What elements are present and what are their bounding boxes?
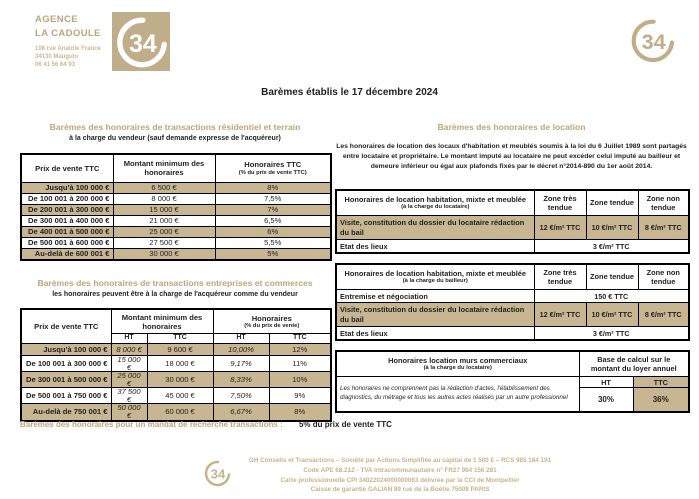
agency-name-line2: LA CADOULE [35,27,101,39]
location-tenant-table [335,189,690,254]
agency-address-city: 34130 Mauguio [35,53,79,60]
minimum-cell: 27 500 € [113,238,215,249]
agency-address-street: 108 rue Anatole France [35,45,101,52]
svg-text:34: 34 [128,30,157,59]
fee-ttc-cell: 11% [269,355,331,371]
fee-ht-cell: 6,67% [213,404,269,421]
table-header-row [21,309,331,333]
price-column-header: Prix de vente TTC [21,154,113,183]
table-row [336,216,689,240]
fee-cell: 6% [215,227,331,238]
agency-34-logo [112,12,170,71]
fee-ttc-cell: 9% [269,388,331,404]
zone-header: Zone très tendue [534,264,586,290]
footer-line-garantie: Caisse de garantie GALIAN 89 rue de la Boétie 75008 PARIS [310,486,490,494]
service-label: Visite, constitution du dossier du locataire rédaction du bail [336,303,534,327]
minimum-column-header: Montant minimum des honoraires [113,154,215,183]
residential-section-title: Barèmes des honoraires de transactions résidentiel et terrain [49,122,301,132]
circle-34-icon [112,12,170,71]
minimum-ht-cell: 50 000 € [111,404,147,421]
zone-header: Zone tendue [586,190,638,216]
minimum-ht-cell: 37 500 € [111,388,147,404]
table-row [336,240,689,253]
document-title: Barèmes établis le 17 décembre 2024 [261,87,438,98]
price-cell: De 100 001 à 200 000 € [21,194,113,205]
price-cell: De 400 001 à 500 000 € [21,227,113,238]
residential-fees-table [20,153,332,261]
table-row [336,327,689,340]
fee-ttc-cell: 12% [269,343,331,355]
price-cell: De 200 001 à 300 000 € [21,205,113,216]
fee-cell: 7% [215,205,331,216]
table-row [336,290,689,303]
location-section-title: Barèmes des honoraires de location [437,122,586,132]
zone-header: Zone non tendue [638,264,689,290]
zone-header: Zone très tendue [534,190,586,216]
fee-ttc-cell: 10% [269,372,331,388]
minimum-ht-cell: 8 000 € [111,343,147,355]
fee-cell: 5% [215,249,331,260]
table-row [21,372,331,388]
agency-name-line1: AGENCE [35,14,79,25]
svg-text:34: 34 [641,29,666,55]
commercial-rental-table [335,350,690,413]
table-row [21,404,331,421]
agency-phone: 06 41 56 64 93 [35,62,76,69]
minimum-cell: 21 000 € [113,216,215,227]
table-header-row [336,264,689,290]
left-column [20,122,330,422]
fee-ttc-cell: 8% [269,404,331,421]
table-row [21,388,331,404]
fee-column-header-sub: (% du prix de vente TTC) [238,169,307,176]
minimum-column-header: Montant minimum des honoraires [111,309,213,333]
business-section-subtitle: les honoraires peuvent être à la charge de l'acquéreur comme du vendeur [52,291,298,299]
price-cell: De 300 001 à 400 000 € [21,216,113,227]
minimum-cell: 30 000 € [113,249,215,260]
service-label: Etat des lieux [336,327,534,340]
fee-column-header-sub: (% du prix de vente) [244,322,300,329]
business-fees-table [20,308,332,421]
price-cell: De 500 001 à 600 000 € [21,238,113,249]
minimum-ttc-cell: 60 000 € [147,404,213,421]
ht-subheader: HT [213,333,269,343]
price-cell: Jusqu'à 100 000 € [21,183,113,194]
minimum-ttc-cell: 18 000 € [147,355,213,371]
fee-ht-cell: 8,33% [213,372,269,388]
fee-column-header-main: Honoraires [251,313,292,323]
footer-line-company: GH Conseils et Transactions – Société par Actions Simplifiée au capital de 1 500 € – RCS 985 184 191 [248,457,552,464]
ttc-subheader: TTC [633,377,689,388]
ht-subheader: HT [111,333,147,343]
table-header-row [336,190,689,216]
fee-cell: 8% [215,183,331,194]
minimum-cell: 6 500 € [113,183,215,194]
service-label: Etat des lieux [336,240,534,253]
fee-cell: 5,5% [215,238,331,249]
zone-value: 8 €/m² TTC [638,216,689,240]
table-row [21,183,331,194]
location-header-main: Honoraires de location habitation, mixte et meublée [344,194,527,204]
price-cell: Au-delà de 750 001 € [21,404,111,421]
table-row [21,238,331,249]
service-label: Entremise et négociation [336,290,534,303]
zone-value-span: 150 € TTC [534,290,689,303]
fee-column-header-main: Honoraires TTC [244,160,302,170]
minimum-ttc-cell: 30 000 € [147,372,213,388]
table-header-row [336,351,689,377]
commercial-note: Les honoraires ne comprennent pas la rédaction d'actes, l'établissement des diagnostics, du métrage et tous les autres actes réalisés par un autre professionnel [336,377,579,412]
ttc-subheader: TTC [269,333,331,343]
minimum-ttc-cell: 45 000 € [147,388,213,404]
fee-cell: 6,5% [215,216,331,227]
table-row [21,343,331,355]
fee-cell: 7,5% [215,194,331,205]
zone-value: 10 €/m² TTC [586,303,638,327]
table-row [336,303,689,327]
ht-percentage: 30% [579,388,633,412]
fee-ht-cell: 10,00% [213,343,269,355]
circle-34-outline-icon [627,15,677,65]
zone-header: Zone non tendue [638,190,689,216]
table-header-row [21,154,331,183]
ttc-percentage: 36% [633,388,689,412]
location-header-cell [336,190,534,216]
right-column [335,122,688,413]
fee-column-header [215,154,331,183]
minimum-cell: 8 000 € [113,194,215,205]
location-landlord-table [335,263,690,341]
price-cell: De 500 001 à 750 000 € [21,388,111,404]
table-row [21,194,331,205]
location-intro-paragraph: Les honoraires de location des locaux d'habitation et meublés soumis à la loi du 6 Juillet 1989 sont partagés entre locataire et propriétaire. Le montant imputé au locataire ne peut excéder celui imputé au bailleur et demeure inférieur ou égal aux plafonds fixés par le décret n°2014-890 du 1er août 2014. [336,143,687,170]
table-row [336,377,689,388]
location-header-main: Honoraires de location habitation, mixte et meublée [344,268,527,278]
search-mandate-label: Barèmes des honoraires pour un mandat de recherche transactions : [20,420,283,429]
business-section-title: Barèmes des honoraires de transactions entreprises et commerces [37,277,313,288]
price-column-header: Prix de vente TTC [21,309,111,343]
zone-value: 10 €/m² TTC [586,216,638,240]
table-row [21,355,331,371]
zone-value: 8 €/m² TTC [638,303,689,327]
minimum-cell: 15 000 € [113,205,215,216]
footer-line-ape-tva: Code APE 68.21Z - TVA intracommunautaire n° FR27 984 156 281 [303,466,497,474]
zone-value-span: 3 €/m² TTC [534,240,689,253]
minimum-ht-cell: 25 000 € [111,372,147,388]
zone-value: 12 €/m² TTC [534,303,586,327]
price-cell: De 100 001 à 300 000 € [21,355,111,371]
commercial-header-main: Honoraires location murs commerciaux [388,355,528,365]
search-mandate-line [20,420,392,429]
price-cell: De 300 001 à 500 000 € [21,372,111,388]
zone-value-span: 3 €/m² TTC [534,327,689,340]
table-row [21,216,331,227]
table-row [21,205,331,216]
agency-34-logo-outline [627,15,677,65]
fee-ht-cell: 7,50% [213,388,269,404]
zone-header: Zone tendue [586,264,638,290]
minimum-cell: 25 000 € [113,227,215,238]
service-label: Visite, constitution du dossier du locataire rédaction du bail [336,216,534,240]
price-cell: Au-delà de 600 001 € [21,249,113,260]
svg-text:34: 34 [210,466,226,482]
agency-identity-block [35,13,101,70]
zone-value: 12 €/m² TTC [534,216,586,240]
base-calc-header: Base de calcul sur le montant du loyer annuel [579,351,689,377]
location-header-sub: (à la charge du bailleur) [402,278,468,285]
legal-footer [160,456,640,495]
fee-column-header [213,309,331,333]
minimum-ht-cell: 15 000 € [111,355,147,371]
commercial-header-sub: (à la charge du locataire) [423,365,492,372]
table-row [21,249,331,260]
footer-line-carte: Carte professionnelle CPI 34022024000000063 délivrée par la CCI de Montpellier [280,476,520,484]
fee-ht-cell: 9,17% [213,355,269,371]
table-row [21,227,331,238]
ht-subheader: HT [579,377,633,388]
search-mandate-value: 5% du prix de vente TTC [298,420,392,429]
ttc-subheader: TTC [147,333,213,343]
location-header-cell [336,264,534,290]
location-header-sub: (à la charge du locataire) [401,204,470,211]
commercial-header-cell [336,351,579,377]
residential-section-subtitle: à la charge du vendeur (sauf demande expresse de l'acquéreur) [69,135,281,143]
price-cell: Jusqu'à 100 000 € [21,343,111,355]
minimum-ttc-cell: 9 600 € [147,343,213,355]
